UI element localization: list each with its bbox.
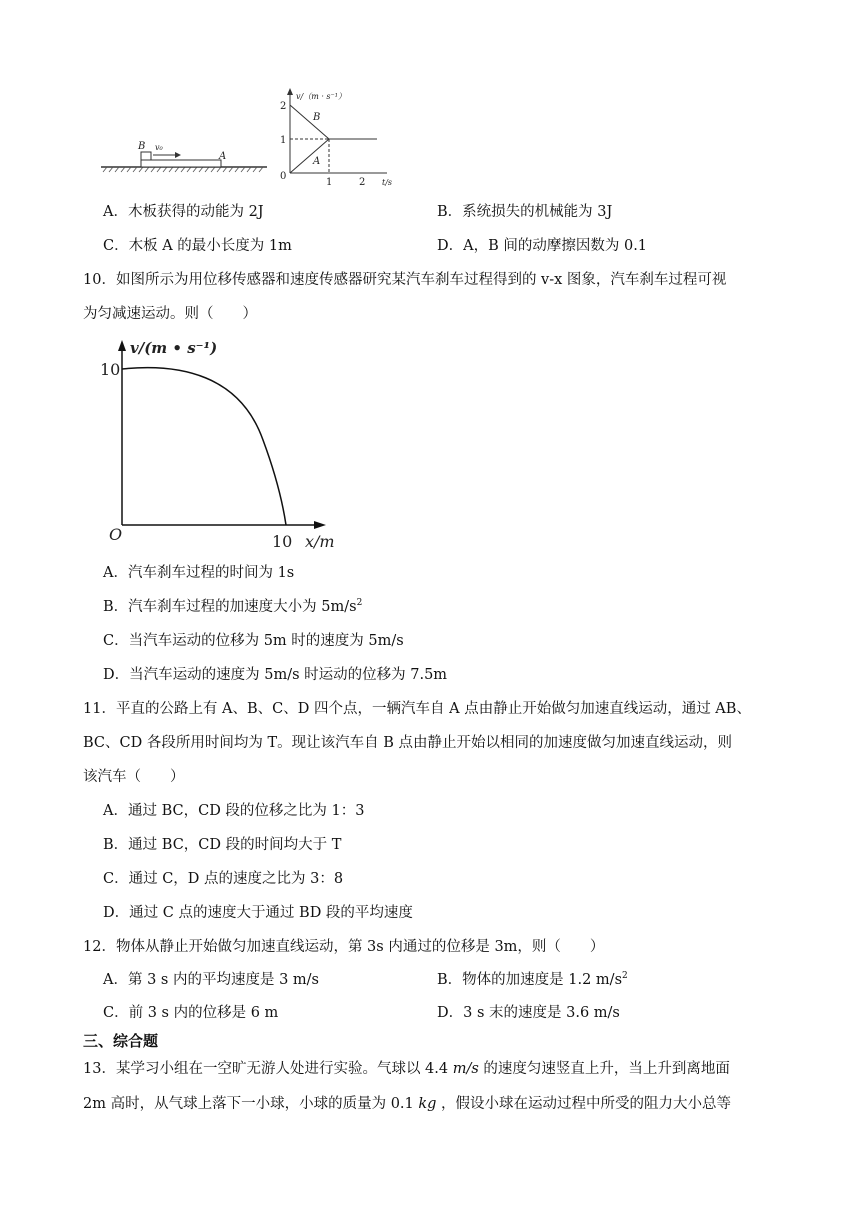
q9-option-d[interactable]: D．A，B 间的动摩擦因数为 0.1 — [437, 238, 648, 254]
q10-stem-line-2: 为匀减速运动。则（ ） — [83, 306, 257, 322]
q11-option-b[interactable]: B．通过 BC，CD 段的时间均大于 T — [103, 837, 342, 853]
q13-line-2-text-a: 2m 高时，从气球上落下一小球，小球的质量为 0.1 — [83, 1096, 419, 1112]
q11-stem-line-3: 该汽车（ ） — [83, 769, 185, 785]
vt-line-b-label: B — [313, 112, 321, 123]
q11-stem-line-1: 11．平直的公路上有 A、B、C、D 四个点，一辆汽车自 A 点由静止开始做匀加速直线运动，通过 AB、 — [83, 701, 751, 717]
q11-option-c[interactable]: C．通过 C，D 点的速度之比为 3：8 — [103, 871, 344, 887]
q13-line-1 — [83, 1059, 730, 1079]
board-a-label: A — [219, 151, 227, 162]
block-b-label: B — [138, 141, 146, 152]
q13-line-1-unit: m/s — [452, 1061, 479, 1077]
q9-figure — [95, 85, 393, 190]
q13-line-1-text-b: 的速度匀速竖直上升，当上升到离地面 — [478, 1061, 730, 1077]
q10-option-b-text: B．汽车刹车过程的加速度大小为 5m/s — [103, 599, 357, 615]
q11-option-d[interactable]: D．通过 C 点的速度大于通过 BD 段的平均速度 — [103, 905, 413, 921]
vx-y-arrowhead — [118, 340, 126, 351]
vt-origin: 0 — [280, 171, 287, 182]
q11-stem-line-2: BC、CD 各段所用时间均为 T。现让该汽车自 B 点由静止开始以相同的加速度做匀加速直线运动，则 — [83, 735, 732, 751]
vt-line-a — [290, 139, 329, 173]
vx-x-arrowhead — [314, 521, 326, 529]
q13-line-2-text-b: ，假设小球在运动过程中所受的阻力大小总等 — [436, 1096, 732, 1112]
q10-option-a[interactable]: A．汽车刹车过程的时间为 1s — [103, 565, 295, 581]
section-3-title: 三、综合题 — [83, 1032, 159, 1050]
q12-option-c[interactable]: C．前 3 s 内的位移是 6 m — [103, 1005, 279, 1021]
q10-option-b[interactable] — [103, 597, 362, 617]
q9-option-a[interactable]: A．木板获得的动能为 2J — [103, 204, 264, 220]
velocity-label: v₀ — [155, 143, 163, 152]
q10-option-c[interactable]: C．当汽车运动的位移为 5m 时的速度为 5m/s — [103, 633, 404, 649]
velocity-arrowhead — [175, 152, 181, 158]
vx-curve — [122, 368, 286, 525]
vt-line-a-label: A — [313, 156, 321, 167]
q10-vx-graph — [100, 335, 335, 555]
board-a — [141, 160, 221, 167]
q12-option-b-sup: 2 — [622, 971, 628, 981]
q10-stem-line-1: 10．如图所示为用位移传感器和速度传感器研究某汽车刹车过程得到的 v-x 图象，汽车刹车过程可视 — [83, 272, 727, 288]
q13-line-2-unit: kg — [418, 1096, 437, 1112]
q9-option-b[interactable]: B．系统损失的机械能为 3J — [437, 204, 613, 220]
vx-origin: O — [109, 525, 123, 544]
vt-tick-y-2: 2 — [280, 101, 287, 112]
q12-option-b-text: B．物体的加速度是 1.2 m/s — [437, 972, 623, 988]
block-b — [141, 152, 151, 160]
q10-option-d[interactable]: D．当汽车运动的速度为 5m/s 时运动的位移为 7.5m — [103, 667, 448, 683]
vx-tick-x-10: 10 — [272, 532, 293, 551]
vt-line-b — [290, 105, 329, 139]
q10-option-b-sup: 2 — [356, 598, 363, 608]
q12-stem: 12．物体从静止开始做匀加速直线运动，第 3s 内通过的位移是 3m，则（ ） — [83, 939, 605, 955]
vt-tick-x-2: 2 — [359, 177, 366, 188]
q13-line-2 — [83, 1094, 731, 1114]
vt-y-arrowhead — [287, 88, 293, 95]
vt-y-label: v/（m · s⁻¹） — [296, 92, 346, 101]
vt-x-label: t/s — [382, 178, 393, 187]
q13-line-1-text-a: 13．某学习小组在一空旷无游人处进行实验。气球以 4.4 — [83, 1061, 453, 1077]
q12-option-b[interactable] — [437, 970, 628, 990]
vt-tick-x-1: 1 — [326, 177, 333, 188]
vx-tick-y-10: 10 — [100, 360, 121, 379]
q12-option-d[interactable]: D．3 s 末的速度是 3.6 m/s — [437, 1005, 620, 1021]
q12-option-a[interactable]: A．第 3 s 内的平均速度是 3 m/s — [103, 972, 319, 988]
vx-y-label: v/(m • s⁻¹) — [130, 339, 218, 357]
q9-option-c[interactable]: C．木板 A 的最小长度为 1m — [103, 238, 292, 254]
vx-x-label: x/m — [305, 532, 335, 551]
q11-option-a[interactable]: A．通过 BC，CD 段的位移之比为 1：3 — [103, 803, 365, 819]
vt-tick-y-1: 1 — [280, 135, 287, 146]
